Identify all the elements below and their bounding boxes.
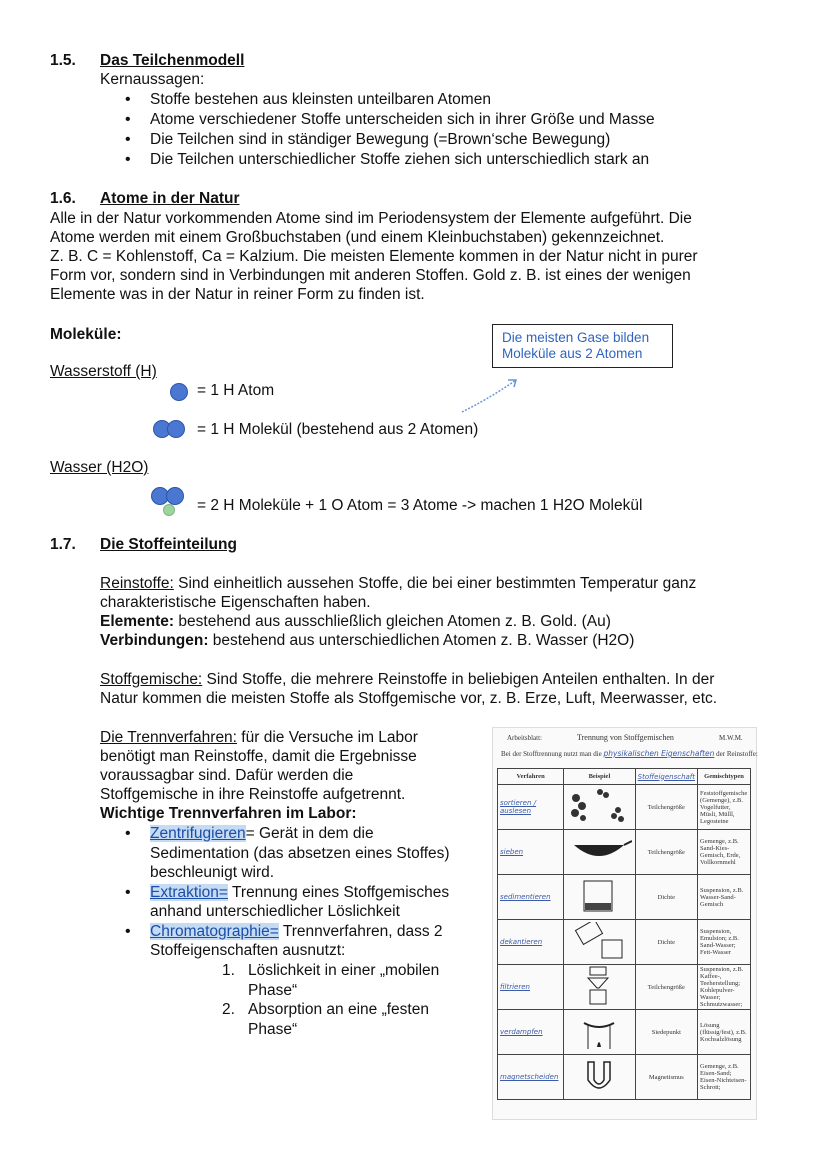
worksheet-code: M.W.M.: [719, 734, 743, 742]
chromatographie-highlight: Chromatographie=: [150, 922, 279, 940]
item-number: 2.: [222, 1001, 235, 1018]
table-row: [498, 875, 751, 920]
paragraph-text: für die Versuche im Labor: [237, 729, 418, 746]
table-cell-verfahren: filtrieren: [498, 965, 564, 1010]
filter-funnel-illustration-icon: [566, 966, 632, 1006]
beaker-illustration-icon: [566, 877, 632, 915]
table-cell-gemischtyp: Feststoffgemische (Gemenge), z.B. Vogelfutter, Müsli, Mülll, Legosteine: [698, 785, 751, 830]
table-cell-beispiel: [564, 785, 635, 830]
verbindungen-label: Verbindungen:: [100, 632, 209, 649]
table-cell-beispiel: [564, 920, 635, 965]
section-1-7-number: 1.7.: [50, 536, 76, 553]
list-item: [222, 961, 439, 1000]
table-cell-beispiel: [564, 1055, 635, 1100]
table-cell-gemischtyp: Gemenge, z.B. Eisen-Sand; Eisen-Nichteisen-Schrott;: [698, 1055, 751, 1100]
wichtige-trennverfahren-heading: Wichtige Trennverfahren im Labor:: [100, 805, 357, 822]
section-1-6-number: 1.6.: [50, 190, 76, 207]
table-cell-verfahren: sortieren / auslesen: [498, 785, 564, 830]
handwritten-arrow-icon: [458, 372, 524, 416]
table-cell-verfahren: dekantieren: [498, 920, 564, 965]
callout-line: Die meisten Gase bilden: [502, 330, 650, 345]
section-1-5-number: 1.5.: [50, 52, 76, 69]
callout-line: Moleküle aus 2 Atomen: [502, 346, 643, 361]
paragraph-text: bestehend aus unterschiedlichen Atomen z. B. Wasser (H2O): [208, 632, 635, 649]
table-cell-beispiel: [564, 1010, 635, 1055]
hydrogen-molecule-text: = 1 H Molekül (bestehend aus 2 Atomen): [197, 421, 479, 438]
zentrifugieren-highlight: Zentrifugieren: [150, 825, 246, 842]
table-cell-eigenschaft: Teilchengröße: [635, 785, 697, 830]
table-cell-eigenschaft: Siedepunkt: [635, 1010, 697, 1055]
table-header: Gemischtypen: [698, 769, 751, 785]
section-1-5-title: Das Teilchenmodell: [100, 52, 245, 69]
table-cell-verfahren: magnetscheiden: [498, 1055, 564, 1100]
list-item: [125, 824, 450, 883]
paragraph-text: Sind einheitlich aussehen Stoffe, die bei einer bestimmten Temperatur ganz: [173, 575, 697, 592]
worksheet-title: Trennung von Stoffgemischen: [577, 733, 674, 742]
worksheet-label: Arbeitsblatt:: [507, 734, 542, 742]
section-1-6-paragraph: [50, 209, 698, 304]
table-cell-eigenschaft: Teilchengröße: [635, 965, 697, 1010]
paragraph-line: Form vor, sondern sind in Verbindungen mit anderen Stoffen. Gold z. B. ist eines der wenigen: [50, 267, 691, 284]
intro-handwritten: physikalischen Eigenschaften: [603, 749, 715, 758]
trennverfahren-list: [125, 824, 450, 961]
list-text: Absorption an eine „festen: [248, 1001, 429, 1018]
section-1-7-title: Die Stoffeinteilung: [100, 536, 237, 553]
list-text: Sedimentation (das absetzen eines Stoffes): [150, 844, 450, 862]
sieve-illustration-icon: [566, 833, 632, 869]
kernaussagen-list: [125, 90, 655, 170]
list-text: Phase“: [248, 981, 298, 999]
list-text: anhand unterschiedlicher Löslichkeit: [150, 903, 400, 920]
reinstoffe-label: Reinstoffe:: [100, 575, 174, 592]
list-item: [222, 1000, 439, 1039]
paragraph-line: Elemente was in der Natur in reiner Form zu finden ist.: [50, 286, 425, 303]
trennverfahren-paragraph: [100, 728, 418, 823]
table-cell-beispiel: [564, 965, 635, 1010]
gases-callout: [492, 324, 673, 368]
trennverfahren-label: Die Trennverfahren:: [100, 729, 237, 746]
evaporation-illustration-icon: [566, 1011, 632, 1051]
hydrogen-atom-icon: [166, 487, 184, 505]
worksheet-intro: [501, 749, 758, 758]
oxygen-atom-icon: [163, 504, 175, 516]
chromatographie-phases-list: [222, 961, 439, 1039]
hydrogen-label: Wasserstoff (H): [50, 363, 157, 380]
paragraph-line: Z. B. C = Kohlenstoff, Ca = Kalzium. Die meisten Elemente kommen in der Natur nicht in purer: [50, 248, 698, 265]
decant-illustration-icon: [566, 922, 632, 960]
list-text: Löslichkeit in einer „mobilen: [248, 962, 440, 979]
table-header: Verfahren: [498, 769, 564, 785]
table-cell-gemischtyp: Suspension, Emulsion; z.B. Sand-Wasser; Fett-Wasser: [698, 920, 751, 965]
water-molecule-text: = 2 H Moleküle + 1 O Atom = 3 Atome -> machen 1 H2O Molekül: [197, 497, 643, 514]
list-item: • Die Teilchen sind in ständiger Bewegung (=Brown‘sche Bewegung): [125, 130, 655, 150]
paragraph-line: Stoffgemische in ihre Reinstoffe aufgetrennt.: [100, 786, 406, 803]
paragraph-text: Sind Stoffe, die mehrere Reinstoffe in beliebigen Anteilen enthalten. In der: [202, 671, 715, 688]
table-cell-eigenschaft: Dichte: [635, 875, 697, 920]
list-item: [125, 922, 450, 961]
paragraph-line: Alle in der Natur vorkommenden Atome sind im Periodensystem der Elemente aufgeführt. Die: [50, 210, 692, 227]
section-1-6-title: Atome in der Natur: [100, 190, 240, 207]
intro-text: der Reinstoffe:: [716, 750, 758, 758]
table-cell-gemischtyp: Gemenge, z.B. Sand-Kies-Gemisch, Erde, Vollkornmehl: [698, 830, 751, 875]
table-cell-gemischtyp: Suspension, z.B. Wasser-Sand-Gemisch: [698, 875, 751, 920]
table-row: [498, 965, 751, 1010]
list-text: Trennung eines Stoffgemisches: [227, 883, 450, 901]
molecules-heading: Moleküle:: [50, 326, 122, 343]
table-row: [498, 1055, 751, 1100]
hydrogen-atom-icon: [167, 420, 185, 438]
sorting-illustration-icon: [566, 786, 632, 826]
trennverfahren-table: [497, 768, 751, 1100]
table-header: Stoffeigenschaft: [635, 769, 697, 785]
table-cell-verfahren: verdampfen: [498, 1010, 564, 1055]
table-row: [498, 830, 751, 875]
paragraph-line: Natur kommen die meisten Stoffe als Stoffgemische vor, z. B. Erze, Luft, Meerwasser, etc.: [100, 690, 718, 707]
table-cell-eigenschaft: Teilchengröße: [635, 830, 697, 875]
list-item: • Stoffe bestehen aus kleinsten unteilbaren Atomen: [125, 90, 655, 110]
extraktion-highlight: Extraktion=: [150, 883, 228, 901]
stoffgemische-paragraph: [100, 670, 717, 708]
paragraph-line: benötigt man Reinstoffe, damit die Ergebnisse: [100, 748, 417, 765]
trennung-worksheet: [492, 727, 757, 1120]
magnet-illustration-icon: [566, 1056, 632, 1096]
list-text: = Gerät in dem die: [245, 825, 374, 842]
paragraph-text: bestehend aus ausschließlich gleichen Atomen z. B. Gold. (Au): [174, 613, 611, 630]
paragraph-line: Atome werden mit einem Großbuchstaben (und einem Kleinbuchstaben) gekennzeichnet.: [50, 229, 665, 246]
table-header: Beispiel: [564, 769, 635, 785]
table-cell-verfahren: sieben: [498, 830, 564, 875]
table-row: [498, 1010, 751, 1055]
item-number: 1.: [222, 962, 235, 979]
kernaussagen-label: Kernaussagen:: [100, 71, 205, 88]
table-row: [498, 785, 751, 830]
hydrogen-atom-icon: [170, 383, 188, 401]
paragraph-line: voraussagbar sind. Dafür werden die: [100, 767, 354, 784]
reinstoffe-paragraph: [100, 574, 696, 650]
intro-text: Bei der Stofftrennung nutzt man die: [501, 750, 602, 758]
list-item: [125, 883, 450, 922]
paragraph-line: charakteristische Eigenschaften haben.: [100, 594, 371, 611]
table-header-row: [498, 769, 751, 785]
table-cell-beispiel: [564, 830, 635, 875]
stoffgemische-label: Stoffgemische:: [100, 671, 203, 688]
table-cell-eigenschaft: Magnetismus: [635, 1055, 697, 1100]
water-label: Wasser (H2O): [50, 459, 149, 476]
table-cell-beispiel: [564, 875, 635, 920]
table-cell-gemischtyp: Lösung (flüssig/fest), z.B. Kochsalzlösung: [698, 1010, 751, 1055]
list-text: Stoffeigenschaften ausnutzt:: [150, 942, 346, 959]
hydrogen-atom-text: = 1 H Atom: [197, 382, 275, 399]
list-text: Trennverfahren, dass 2: [278, 922, 443, 940]
table-cell-eigenschaft: Dichte: [635, 920, 697, 965]
table-cell-gemischtyp: Suspension, z.B. Kaffee-, Teeherstellung; Kohlepulver-Wasser; Schmutzwasser;: [698, 965, 751, 1010]
elemente-label: Elemente:: [100, 613, 175, 630]
list-text: beschleunigt wird.: [150, 864, 275, 881]
table-cell-verfahren: sedimentieren: [498, 875, 564, 920]
table-row: [498, 920, 751, 965]
list-text: Phase“: [248, 1020, 298, 1038]
list-item: • Atome verschiedener Stoffe unterscheiden sich in ihrer Größe und Masse: [125, 110, 655, 130]
list-item: • Die Teilchen unterschiedlicher Stoffe ziehen sich unterschiedlich stark an: [125, 150, 655, 170]
